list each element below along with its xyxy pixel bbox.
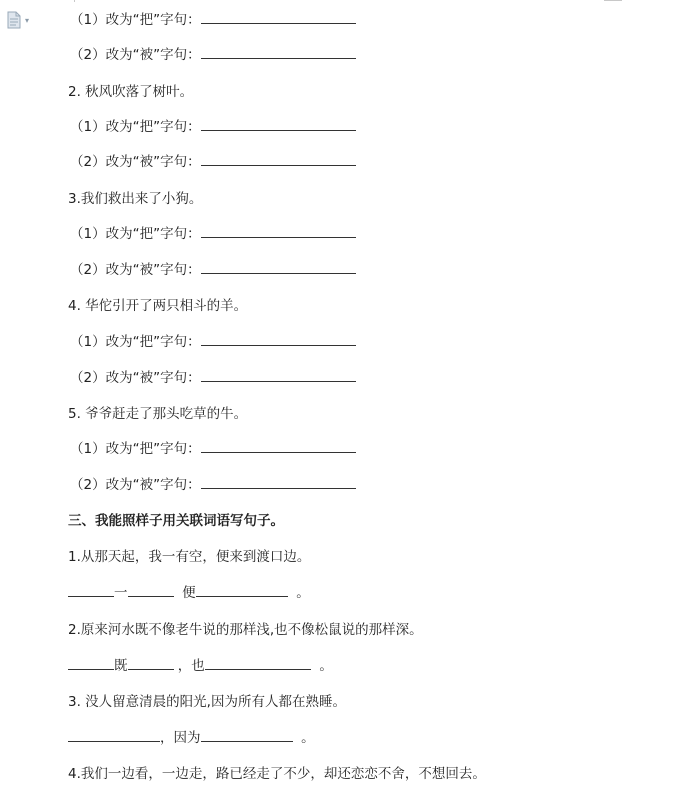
connector-word: 既 [114, 658, 128, 674]
prompt-label: （2）改为“被”字句： [70, 154, 201, 170]
question-text: 2.原来河水既不像老牛说的那样浅,也不像松鼠说的那样深。 [68, 622, 423, 638]
answer-blank[interactable] [201, 10, 356, 24]
prompt-label: （1）改为“把”字句： [70, 226, 201, 242]
question-text: 3. 没人留意清晨的阳光,因为所有人都在熟睡。 [68, 694, 346, 710]
question-text: 1.从那天起，我一有空，便来到渡口边。 [68, 549, 311, 565]
question-text: 3.我们救出来了小狗。 [68, 191, 203, 207]
answer-blank[interactable] [128, 656, 174, 670]
answer-blank[interactable] [201, 224, 356, 238]
prompt-label: （2）改为“被”字句： [70, 47, 201, 63]
prompt-label: （2）改为“被”字句： [70, 477, 201, 493]
end-mark: 。 [319, 658, 333, 674]
answer-line-ba [70, 10, 356, 30]
connector-word: 因为 [173, 730, 201, 746]
answer-blank[interactable] [201, 332, 356, 346]
answer-line-bei [70, 260, 356, 280]
answer-blank[interactable] [68, 583, 114, 597]
answer-line-bei [70, 475, 356, 495]
answer-blank[interactable] [68, 728, 160, 742]
answer-blank[interactable] [201, 728, 293, 742]
answer-line-ba [70, 117, 356, 137]
connector-word: 便 [182, 585, 196, 601]
answer-blank[interactable] [201, 368, 356, 382]
separator: ， [160, 730, 174, 746]
prompt-label: （1）改为“把”字句： [70, 12, 201, 28]
prompt-label: （1）改为“把”字句： [70, 441, 201, 457]
prompt-label: （2）改为“被”字句： [70, 262, 201, 278]
prompt-label: （1）改为“把”字句： [70, 334, 201, 350]
prompt-label: （2）改为“被”字句： [70, 370, 201, 386]
fill-line [68, 728, 315, 748]
connector-word: 一 [114, 585, 128, 601]
question-text: 4.我们一边看，一边走，路已经走了不少，却还恋恋不舍，不想回去。 [68, 766, 486, 782]
answer-blank[interactable] [205, 656, 311, 670]
answer-blank[interactable] [201, 117, 356, 131]
connector-word: 也 [191, 658, 205, 674]
answer-blank[interactable] [196, 583, 288, 597]
end-mark: 。 [301, 730, 315, 746]
answer-blank[interactable] [201, 439, 356, 453]
section-heading: 三、我能照样子用关联词语写句子。 [68, 513, 284, 529]
answer-blank[interactable] [68, 656, 114, 670]
question-text: 2. 秋风吹落了树叶。 [68, 84, 194, 100]
answer-blank[interactable] [201, 152, 356, 166]
separator: ， [177, 658, 192, 674]
fill-line [68, 583, 310, 603]
answer-line-bei [70, 152, 356, 172]
answer-line-ba [70, 439, 356, 459]
answer-line-bei [70, 45, 356, 65]
question-text: 4. 华佗引开了两只相斗的羊。 [68, 298, 248, 314]
prompt-label: （1）改为“把”字句： [70, 119, 201, 135]
answer-blank[interactable] [201, 45, 356, 59]
question-text: 5. 爷爷赶走了那头吃草的牛。 [68, 406, 248, 422]
answer-blank[interactable] [128, 583, 174, 597]
answer-line-ba [70, 332, 356, 352]
answer-blank[interactable] [201, 260, 356, 274]
answer-blank[interactable] [201, 475, 356, 489]
answer-line-bei [70, 368, 356, 388]
fill-line [68, 656, 333, 676]
end-mark: 。 [296, 585, 310, 601]
answer-line-ba [70, 224, 356, 244]
caret-down-icon: ▾ [25, 15, 30, 25]
